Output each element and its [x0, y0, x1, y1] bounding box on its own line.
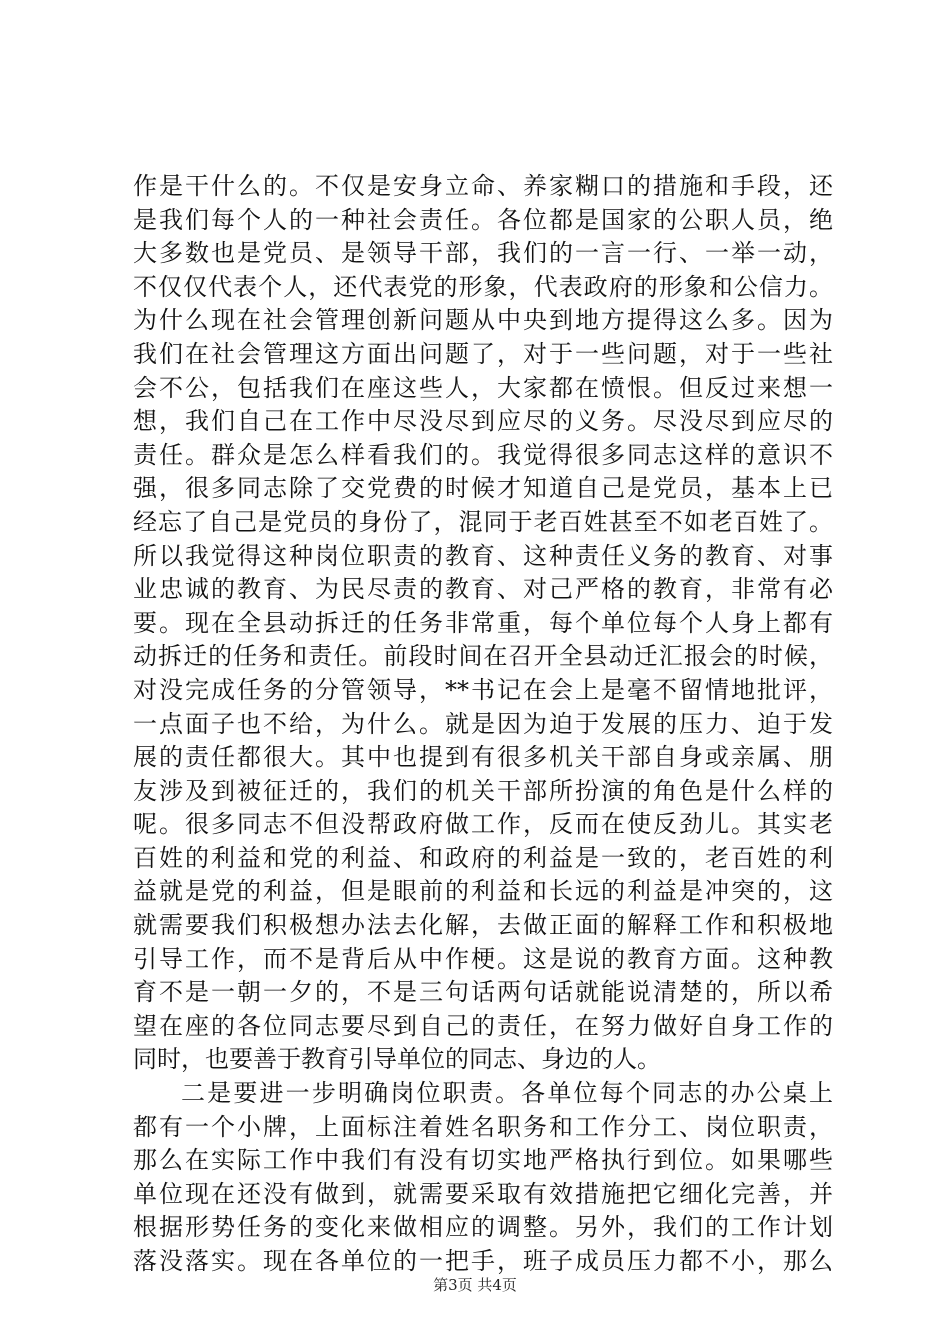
text-line: 经忘了自己是党员的身份了，混同于老百姓甚至不如老百姓了。	[133, 507, 833, 536]
page-number: 第3页 共4页	[433, 1276, 517, 1294]
text-line: 不仅仅代表个人，还代表党的形象，代表政府的形象和公信力。	[133, 272, 833, 301]
page-footer	[0, 1275, 950, 1295]
text-line: 强，很多同志除了交党费的时候才知道自己是党员，基本上已	[133, 474, 833, 503]
text-line: 益就是党的利益，但是眼前的利益和长远的利益是冲突的，这	[133, 877, 833, 906]
text-line: 落没落实。现在各单位的一把手，班子成员压力都不小，那么	[133, 1247, 833, 1275]
text-line: 展的责任都很大。其中也提到有很多机关干部自身或亲属、朋	[133, 743, 833, 772]
text-line: 为什么现在社会管理创新问题从中央到地方提得这么多。因为	[133, 306, 833, 335]
text-line: 想，我们自己在工作中尽没尽到应尽的义务。尽没尽到应尽的	[133, 407, 833, 436]
text-line: 就需要我们积极想办法去化解，去做正面的解释工作和积极地	[133, 911, 833, 940]
text-line: 那么在实际工作中我们有没有切实地严格执行到位。如果哪些	[133, 1146, 833, 1175]
text-line: 友涉及到被征迁的，我们的机关干部所扮演的角色是什么样的	[133, 776, 833, 805]
text-line: 大多数也是党员、是领导干部，我们的一言一行、一举一动，	[133, 239, 833, 268]
text-line: 望在座的各位同志要尽到自己的责任，在努力做好自身工作的	[133, 1011, 833, 1040]
text-line: 作是干什么的。不仅是安身立命、养家糊口的措施和手段，还	[133, 172, 833, 200]
text-line: 一点面子也不给，为什么。就是因为迫于发展的压力、迫于发	[133, 709, 833, 738]
text-line: 呢。很多同志不但没帮政府做工作，反而在使反劲儿。其实老	[133, 810, 833, 839]
text-line: 二是要进一步明确岗位职责。各单位每个同志的办公桌上	[181, 1079, 833, 1108]
text-line: 我们在社会管理这方面出问题了，对于一些问题，对于一些社	[133, 339, 833, 368]
text-line: 育不是一朝一夕的，不是三句话两句话就能说清楚的，所以希	[133, 978, 833, 1007]
text-line: 对没完成任务的分管领导，**书记在会上是毫不留情地批评，	[133, 675, 833, 704]
text-line: 责任。群众是怎么样看我们的。我觉得很多同志这样的意识不	[133, 440, 833, 469]
text-line: 是我们每个人的一种社会责任。各位都是国家的公职人员，绝	[133, 205, 833, 234]
text-line: 百姓的利益和党的利益、和政府的利益是一致的，老百姓的利	[133, 843, 833, 872]
text-line: 要。现在全县动拆迁的任务非常重，每个单位每个人身上都有	[133, 608, 833, 637]
text-line: 所以我觉得这种岗位职责的教育、这种责任义务的教育、对事	[133, 541, 833, 570]
text-line: 同时，也要善于教育引导单位的同志、身边的人。	[133, 1045, 661, 1074]
text-line: 会不公，包括我们在座这些人，大家都在愤恨。但反过来想一	[133, 373, 833, 402]
text-line: 单位现在还没有做到，就需要采取有效措施把它细化完善，并	[133, 1179, 833, 1208]
text-line: 动拆迁的任务和责任。前段时间在召开全县动迁汇报会的时候，	[133, 642, 833, 671]
text-line: 根据形势任务的变化来做相应的调整。另外，我们的工作计划	[133, 1213, 833, 1242]
text-line: 引导工作，而不是背后从中作梗。这是说的教育方面。这种教	[133, 944, 833, 973]
body-text	[133, 170, 833, 1279]
text-line: 都有一个小牌，上面标注着姓名职务和工作分工、岗位职责，	[133, 1112, 833, 1141]
text-line: 业忠诚的教育、为民尽责的教育、对己严格的教育，非常有必	[133, 575, 833, 604]
